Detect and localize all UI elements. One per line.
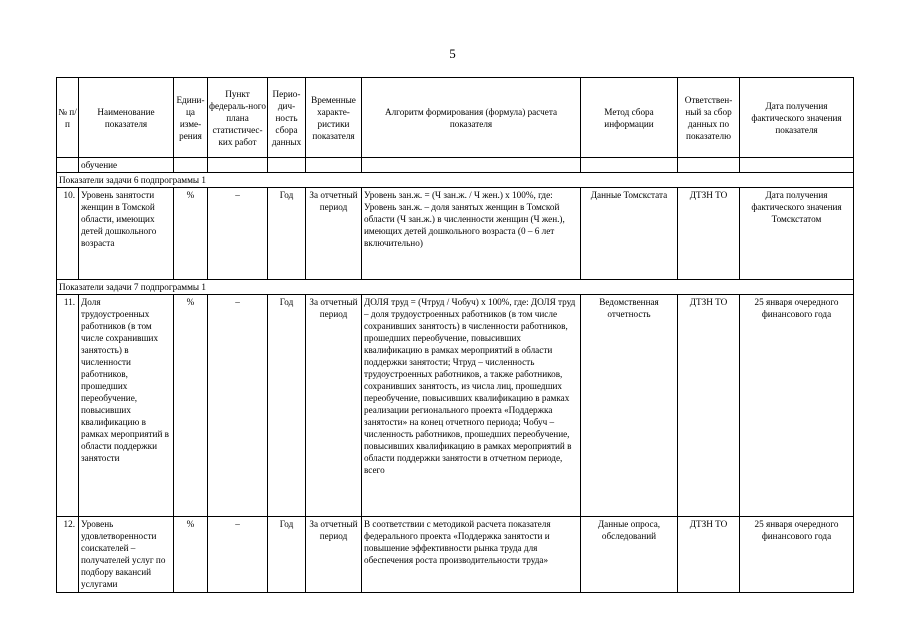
header-num: № п/п	[57, 78, 79, 158]
row-cont-name: обучение	[79, 158, 174, 173]
row-number: 12.	[57, 517, 79, 593]
header-time: Временные характе-ристики показателя	[306, 78, 362, 158]
indicator-name: Уровень удовлетворенности соискателей – получателей услуг по подбору вакансий услугами	[79, 517, 174, 593]
indicator-name: Доля трудоустроенных работников (в том числе сохранивших занятость) в численности работников, прошедших переобучение, повысивших квалификацию в рамках мероприятий в области поддержки занятости	[79, 295, 174, 517]
indicator-formula: ДОЛЯ труд = (Чтруд / Чобуч) х 100%, где: ДОЛЯ труд – доля трудоустроенных работников (в том числе сохранивших занятость) в численности работников, прошедших переобучение, повысивших квалификацию в рамках мероприятий в области поддержки занятости; Чтруд – численность трудоустроенных работников, а также работников, сохранивших занятость, из числа лиц, прошедших переобучение, повысивших квалификацию в рамках реализации регионального проекта «Поддержка занятости» на конец отчетного периода; Чобуч – численность работников, прошедших переобучение, повысивших квалификацию в рамках мероприятий в области поддержки занятости в отчетном периоде, всего	[362, 295, 581, 517]
header-date: Дата получения фактического значения показателя	[740, 78, 854, 158]
section-title-6: Показатели задачи 6 подпрограммы 1	[57, 173, 854, 188]
header-row	[57, 78, 854, 158]
section-row	[57, 173, 854, 188]
table-row	[57, 295, 854, 517]
indicator-unit: %	[174, 517, 208, 593]
indicator-unit: %	[174, 295, 208, 517]
indicator-date: Дата получения фактического значения Томскстатом	[740, 188, 854, 280]
indicator-date: 25 января очередного финансового года	[740, 295, 854, 517]
indicator-method: Данные опроса, обследований	[581, 517, 678, 593]
indicator-period: Год	[268, 295, 306, 517]
header-name: Наименование показателя	[79, 78, 174, 158]
section-row	[57, 280, 854, 295]
row-number: 11.	[57, 295, 79, 517]
indicators-table	[56, 77, 854, 593]
indicator-time: За отчетный период	[306, 188, 362, 280]
indicator-period: Год	[268, 517, 306, 593]
header-resp: Ответствен-ный за сбор данных по показателю	[678, 78, 740, 158]
indicator-time: За отчетный период	[306, 295, 362, 517]
table-row	[57, 517, 854, 593]
indicator-responsible: ДТЗН ТО	[678, 188, 740, 280]
indicator-unit: %	[174, 188, 208, 280]
indicator-formula: В соответствии с методикой расчета показателя федерального проекта «Поддержка занятости и повышение эффективности рынка труда для обеспечения роста производительности труда»	[362, 517, 581, 593]
indicator-method: Ведомственная отчетность	[581, 295, 678, 517]
indicator-date: 25 января очередного финансового года	[740, 517, 854, 593]
row-number: 10.	[57, 188, 79, 280]
indicator-name: Уровень занятости женщин в Томской области, имеющих детей дошкольного возраста	[79, 188, 174, 280]
header-unit: Едини-ца изме-рения	[174, 78, 208, 158]
indicator-period: Год	[268, 188, 306, 280]
header-plan: Пункт федераль-ного плана статистичес-ких работ	[208, 78, 268, 158]
table-row	[57, 158, 854, 173]
indicator-plan: –	[208, 188, 268, 280]
indicator-plan: –	[208, 517, 268, 593]
header-formula: Алгоритм формирования (формула) расчета показателя	[362, 78, 581, 158]
indicator-method: Данные Томскстата	[581, 188, 678, 280]
indicator-formula: Уровень зан.ж. = (Ч зан.ж. / Ч жен.) х 100%, где: Уровень зан.ж. – доля занятых женщин в Томской области (Ч зан.ж.) в численности женщин (Ч жен.), имеющих детей дошкольного возраста (0 – 6 лет включительно)	[362, 188, 581, 280]
indicator-responsible: ДТЗН ТО	[678, 517, 740, 593]
header-method: Метод сбора информации	[581, 78, 678, 158]
header-period: Перио-дич-ность сбора данных	[268, 78, 306, 158]
section-title-7: Показатели задачи 7 подпрограммы 1	[57, 280, 854, 295]
table-row	[57, 188, 854, 280]
indicator-plan: –	[208, 295, 268, 517]
indicator-time: За отчетный период	[306, 517, 362, 593]
page-number: 5	[449, 46, 456, 61]
indicator-responsible: ДТЗН ТО	[678, 295, 740, 517]
